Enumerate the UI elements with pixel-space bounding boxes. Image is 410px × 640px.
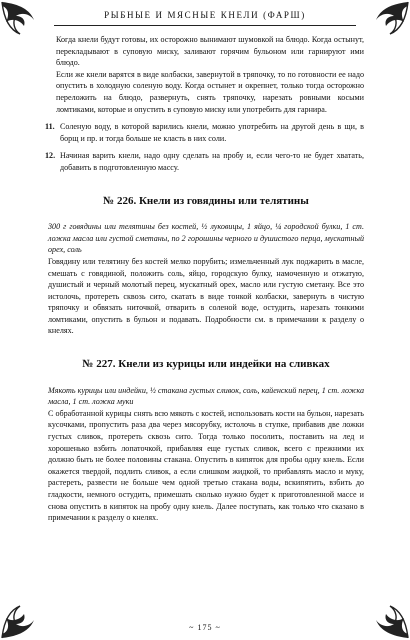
paragraph: Когда кнели будут готовы, их осторожно вынимают шумовкой на блюдо. Когда остынут, перекладывают в суповую миску, заливают горячим бульоном или гарнируют ими блюдо. — [56, 35, 364, 68]
corner-ornament-top-left — [0, 0, 52, 52]
running-head: РЫБНЫЕ И МЯСНЫЕ КНЕЛИ (ФАРШ) — [104, 10, 306, 20]
item-number: 12. — [45, 151, 56, 161]
numbered-item — [45, 121, 364, 144]
recipe-title: № 227. Кнели из курицы или индейки на сливках — [82, 358, 330, 371]
item-text: Соленую воду, в которой варились кнели, можно употребить на другой день в щи, в борщ и пр. и тогда больше не класть в них соли. — [60, 122, 364, 143]
page-number: ~ 175 ~ — [189, 623, 221, 632]
corner-ornament-bottom-right — [358, 588, 410, 640]
header-rule — [54, 25, 356, 26]
item-text: Начиная варить кнели, надо одну сделать на пробу и, если чего-то не будет хватать, добавить в подготовленную массу. — [60, 151, 364, 172]
recipe-text: Говядину или телятину без костей мелко порубить; измельченный лук поджарить в масле, смешать с говядиной, положить соль, яйцо, городскую булку, намоченную и отжатую, душистый и черный молотый перец, мускатный орех, масло или густую сметану. Все это истолочь, протереть сквозь сито, скатать в виде тонкой колбаски, завернуть в чистую тряпочку и обвязать ниточкой, отварить в соленой воде, остудить, нарезать тонкими ломтиками, опустить в бульон и подавать. Подробности см. в примечании к разделу о кнелях. — [48, 256, 364, 336]
recipe-text: С обработанной курицы снять всю мякоть с костей, использовать кости на бульон, нарезать кусочками, пропустить раза два через мясорубку, истолочь в ступке, прибавив две ложки густых сливок, протереть сквозь сито. Тогда только посолить, поставить на лед и хорошенько взбить лопаточкой, прибавляя еще густых сливок, всего с прежними их должно быть не более половины стакана. Опустить в кипяток для пробы одну кнель. Если окажется твердой, подлить сливок, а если слишком жидкой, то прибавлять масло и муку, растереть, развести не больше чем одной третью стакана воды, вскипятить, взбить до гладкости, немного остудить, примешать сколько нужно будет к приготовленной массе и снова опустить в кипяток на пробу одну кнель. Далее поступать, как только что сказано в примечании к разделу о кнелях. — [48, 408, 364, 523]
corner-ornament-bottom-left — [0, 588, 52, 640]
recipe-ingredients: Мякоть курицы или индейки, ½ стакана густых сливок, соль, кайенский перец, 1 ст. ложка масла, 1 ст. ложка муки — [48, 385, 364, 407]
page-content — [45, 34, 364, 524]
numbered-item — [45, 150, 364, 173]
continuation-block — [48, 34, 364, 115]
item-number: 11. — [45, 122, 55, 132]
corner-ornament-top-right — [358, 0, 410, 52]
recipe-title: № 226. Кнели из говядины или телятины — [103, 194, 309, 207]
recipe-ingredients: 300 г говядины или телятины без костей, ½ луковицы, 1 яйцо, ¼ городской булки, 1 ст. ложка масла или густой сметаны, по 2 горошины черного и душистого перца, мускатный орех, соль — [48, 222, 364, 255]
paragraph: Если же кнели варятся в виде колбаски, завернутой в тряпочку, то по готовности ее надо опустить в холодную соленую воду. Когда остынет и окрепнет, только тогда осторожно переложить на блюдо, развернуть, снять тряпочку, нарезать ровными косыми ломтиками, которые и опустить в суповую миску или употребить для гарнира. — [56, 69, 364, 114]
